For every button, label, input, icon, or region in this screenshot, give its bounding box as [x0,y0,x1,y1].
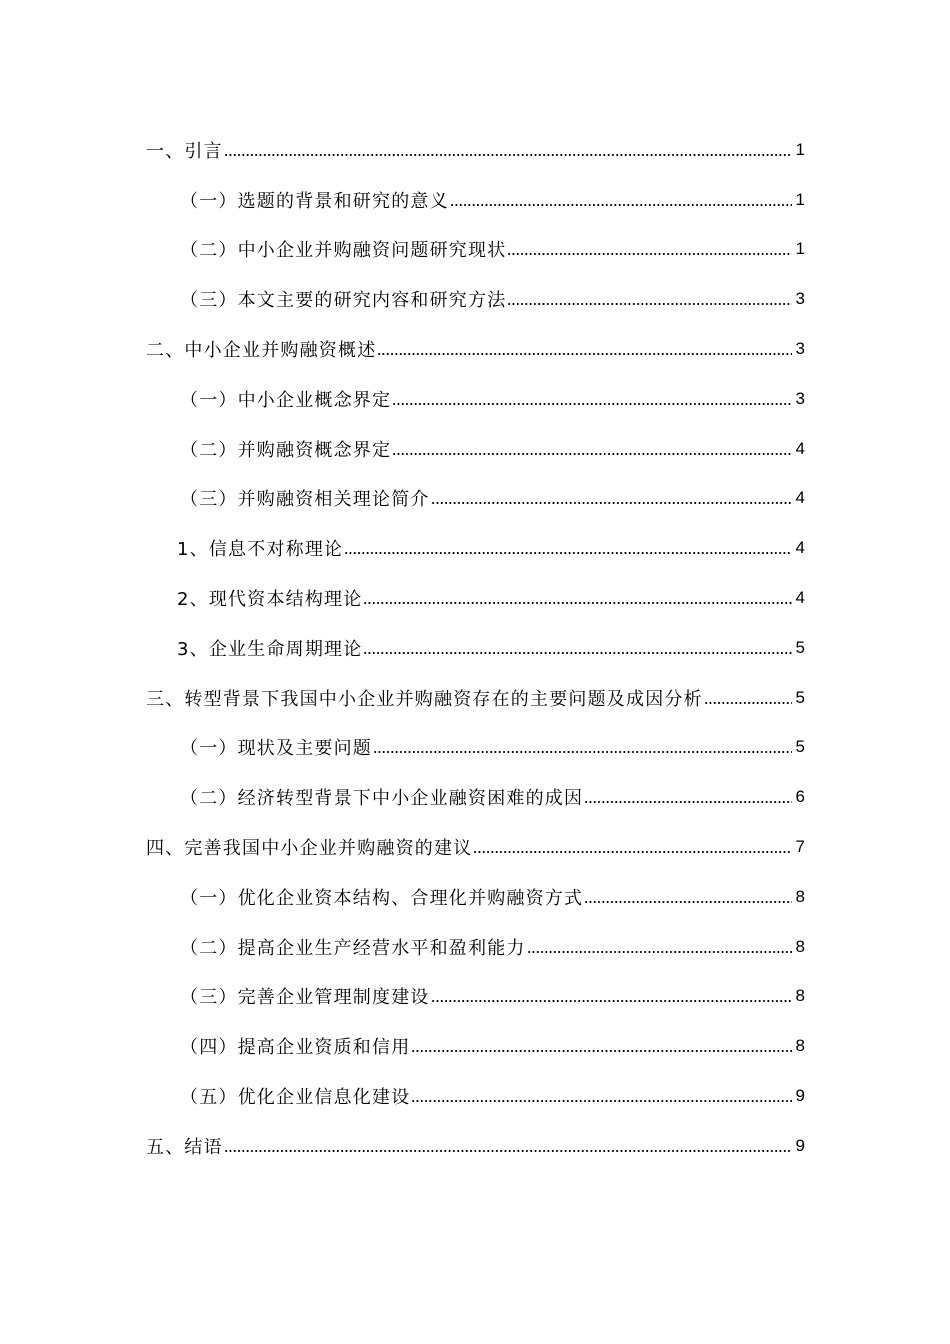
toc-entry-page-number: 9 [795,1086,805,1106]
dot-leader [473,850,792,854]
toc-entry[interactable] [0,723,950,773]
table-of-contents [0,125,950,1171]
dot-leader [411,1049,792,1053]
toc-entry[interactable] [0,673,950,723]
toc-entry-title: （三）完善企业管理制度建设 [180,987,430,1009]
toc-entry[interactable] [0,374,950,424]
dot-leader [450,203,792,207]
toc-entry-page-number: 1 [795,189,805,209]
dot-leader [704,701,792,705]
dot-leader [392,402,792,406]
toc-entry-page-number: 8 [795,986,805,1006]
toc-entry[interactable] [0,474,950,524]
toc-entry[interactable] [0,523,950,573]
toc-entry-page-number: 6 [795,787,805,807]
toc-entry-page-number: 1 [795,239,805,259]
dot-leader [392,452,792,456]
toc-entry-page-number: 4 [795,538,805,558]
toc-entry-page-number: 7 [795,837,805,857]
toc-entry[interactable] [0,623,950,673]
toc-entry[interactable] [0,1121,950,1171]
dot-leader [527,950,792,954]
toc-entry[interactable] [0,822,950,872]
toc-entry-title: （四）提高企业资质和信用 [180,1037,411,1059]
dot-leader [344,551,792,555]
dot-leader [363,601,792,605]
toc-entry[interactable] [0,922,950,972]
toc-entry[interactable] [0,175,950,225]
toc-entry-title: 1、信息不对称理论 [177,539,344,561]
toc-entry-page-number: 1 [795,139,805,159]
toc-entry-title: 五、结语 [146,1136,223,1158]
dot-leader [584,900,792,904]
toc-entry-page-number: 4 [795,438,805,458]
toc-entry-page-number: 8 [795,886,805,906]
toc-entry[interactable] [0,872,950,922]
toc-entry-page-number: 5 [795,737,805,757]
toc-entry-page-number: 3 [795,289,805,309]
dot-leader [507,302,792,306]
toc-entry[interactable] [0,772,950,822]
dot-leader [373,750,792,754]
toc-entry-page-number: 3 [795,388,805,408]
toc-entry-title: （二）经济转型背景下中小企业融资困难的成因 [180,788,584,810]
toc-entry[interactable] [0,573,950,623]
toc-entry-title: （一）中小企业概念界定 [180,389,392,411]
toc-entry-title: （二）中小企业并购融资问题研究现状 [180,240,507,262]
dot-leader [507,252,792,256]
toc-entry-title: 四、完善我国中小企业并购融资的建议 [146,838,473,860]
toc-entry[interactable] [0,1071,950,1121]
toc-entry[interactable] [0,424,950,474]
toc-entry-title: 二、中小企业并购融资概述 [146,340,377,362]
toc-entry-page-number: 8 [795,936,805,956]
toc-entry-title: 三、转型背景下我国中小企业并购融资存在的主要问题及成因分析 [146,688,703,710]
toc-entry-title: 3、企业生命周期理论 [177,638,363,660]
toc-entry-page-number: 5 [795,637,805,657]
toc-entry-title: （三）本文主要的研究内容和研究方法 [180,290,507,312]
dot-leader [224,153,792,157]
toc-entry-page-number: 4 [795,588,805,608]
toc-entry-title: 2、现代资本结构理论 [177,589,363,611]
toc-entry[interactable] [0,324,950,374]
toc-entry-title: （一）选题的背景和研究的意义 [180,190,449,212]
dot-leader [584,800,792,804]
toc-entry-page-number: 5 [795,687,805,707]
toc-entry-title: 一、引言 [146,140,223,162]
toc-entry-title: （一）优化企业资本结构、合理化并购融资方式 [180,887,584,909]
toc-entry-title: （二）提高企业生产经营水平和盈利能力 [180,937,526,959]
toc-entry-title: （二）并购融资概念界定 [180,439,392,461]
dot-leader [377,352,792,356]
toc-entry-page-number: 3 [795,339,805,359]
toc-entry-title: （三）并购融资相关理论简介 [180,489,430,511]
dot-leader [431,999,792,1003]
toc-entry-title: （五）优化企业信息化建设 [180,1087,411,1109]
toc-entry[interactable] [0,225,950,275]
toc-entry[interactable] [0,1021,950,1071]
toc-entry-page-number: 9 [795,1135,805,1155]
dot-leader [431,501,792,505]
dot-leader [411,1099,792,1103]
dot-leader [224,1149,792,1153]
toc-entry-page-number: 4 [795,488,805,508]
toc-entry[interactable] [0,125,950,175]
toc-entry-title: （一）现状及主要问题 [180,738,372,760]
toc-entry[interactable] [0,972,950,1022]
dot-leader [363,651,792,655]
toc-entry-page-number: 8 [795,1036,805,1056]
toc-entry[interactable] [0,274,950,324]
